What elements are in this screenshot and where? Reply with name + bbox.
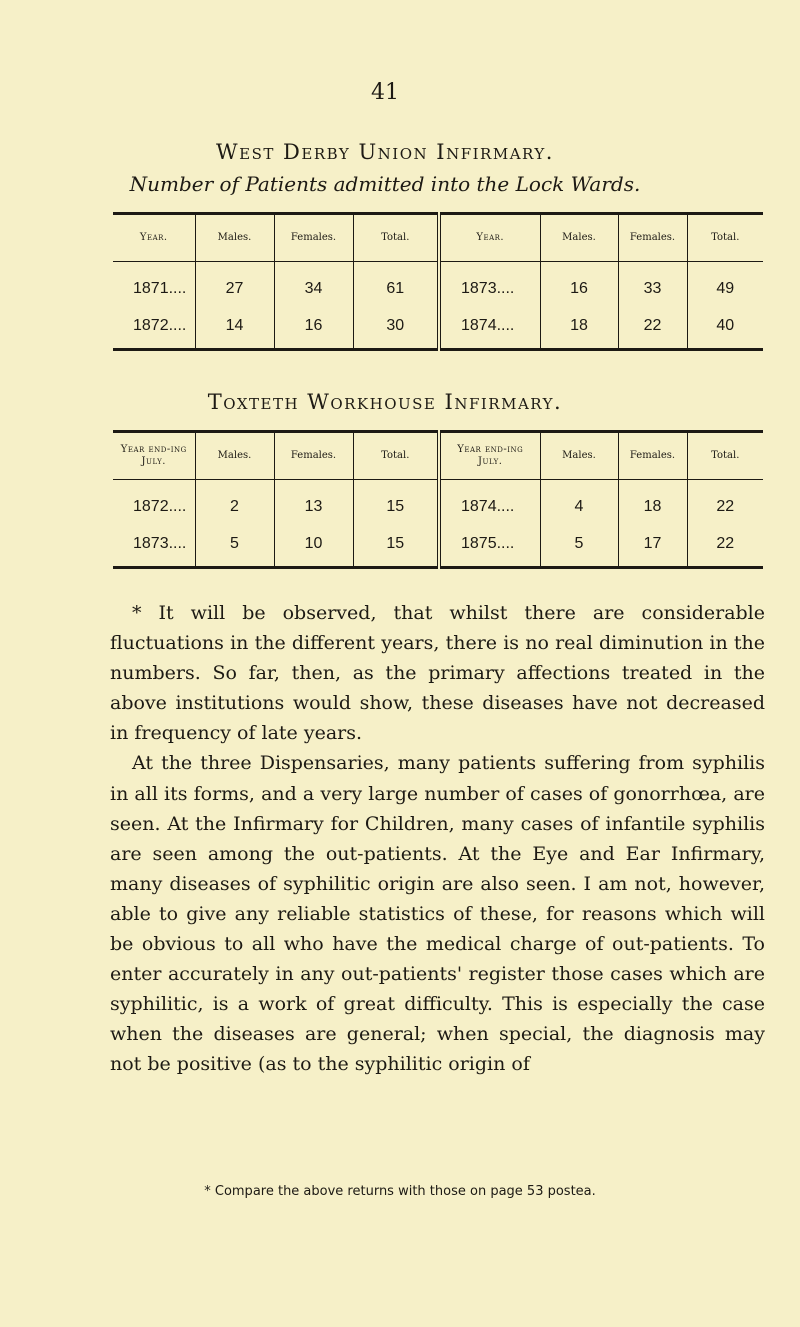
- table-cell: 15: [353, 526, 439, 568]
- column-header: Females.: [618, 214, 687, 262]
- column-header: Year end-ing July.: [439, 432, 540, 480]
- table-cell: 5: [195, 526, 274, 568]
- table-cell: 61: [353, 262, 439, 309]
- table-cell: 10: [274, 526, 353, 568]
- column-header: Total.: [353, 214, 439, 262]
- table-cell: 1872....: [113, 308, 195, 350]
- paragraph: At the three Dispensaries, many patients suffering from syphilis in all its forms, and a very large number of cases of gonorrhœa, are seen. At the Infirmary for Children, many cases of infantile syphilis are seen among the out-patients. At the Eye and Ear Infirmary, many diseases of syphilitic origin are also seen. I am not, however, able to give any reliable statistics of these, for reasons which will be obvious to all who have the medical charge of out-patients. To enter accurately in any out-patients' register those cases which are syphilitic, is a work of great difficulty. This is especially the case when the diseases are general; when special, the diagnosis may not be positive (as to the syphilitic origin of: [110, 752, 765, 1076]
- column-header: Total.: [687, 214, 763, 262]
- table-cell: 18: [540, 308, 618, 350]
- table-row: [113, 480, 763, 527]
- paragraph: * It will be observed, that whilst there are considerable fluctuations in the different years, there is no real diminution in the numbers. So far, then, as the primary affections treated in the above institutions would show, these diseases have not decreased in frequency of late years.: [110, 602, 765, 745]
- column-header: Year end-ing July.: [113, 432, 195, 480]
- column-header: Total.: [687, 432, 763, 480]
- column-header: Males.: [195, 214, 274, 262]
- table-row: [113, 526, 763, 568]
- footnote: * Compare the above returns with those on page 53 postea.: [204, 1184, 596, 1199]
- table-header-row: [113, 432, 763, 480]
- table-cell: 15: [353, 480, 439, 527]
- table-header-row: [113, 214, 763, 262]
- body-text: [110, 598, 765, 1080]
- table-cell: 16: [540, 262, 618, 309]
- table-cell: 27: [195, 262, 274, 309]
- table-row: [113, 262, 763, 309]
- column-header: Males.: [195, 432, 274, 480]
- table-cell: 1874....: [439, 480, 540, 527]
- column-header: Year.: [439, 214, 540, 262]
- column-header: Females.: [618, 432, 687, 480]
- table-row: [113, 308, 763, 350]
- table-cell: 14: [195, 308, 274, 350]
- table-cell: 13: [274, 480, 353, 527]
- table-cell: 1874....: [439, 308, 540, 350]
- table-cell: 49: [716, 280, 735, 297]
- table-cell: 1873....: [439, 262, 540, 309]
- page-number: 41: [371, 80, 399, 105]
- table-cell: 1872....: [113, 480, 195, 527]
- table-cell: 22: [716, 498, 735, 515]
- table1-title: West Derby Union Infirmary.: [216, 140, 554, 164]
- column-header: Males.: [540, 432, 618, 480]
- table-cell: 1871....: [113, 262, 195, 309]
- table-cell: 30: [353, 308, 439, 350]
- west-derby-table: [113, 212, 763, 351]
- column-header: Males.: [540, 214, 618, 262]
- column-header: Year.: [113, 214, 195, 262]
- table-cell: 1873....: [113, 526, 195, 568]
- table-cell: 34: [274, 262, 353, 309]
- toxteth-table: [113, 430, 763, 569]
- table-cell: 16: [274, 308, 353, 350]
- column-header: Females.: [274, 214, 353, 262]
- table-cell: 17: [618, 526, 687, 568]
- table-cell: 33: [618, 262, 687, 309]
- table-cell: 22: [618, 308, 687, 350]
- table-cell: 2: [195, 480, 274, 527]
- table1-subtitle: Number of Patients admitted into the Lock Wards.: [129, 172, 641, 196]
- table-cell: 22: [716, 535, 735, 552]
- column-header: Females.: [274, 432, 353, 480]
- table-cell: 18: [618, 480, 687, 527]
- table2-title: Toxteth Workhouse Infirmary.: [207, 390, 563, 414]
- table-cell: 40: [716, 317, 735, 334]
- table-cell: 5: [540, 526, 618, 568]
- table-cell: 1875....: [439, 526, 540, 568]
- table-cell: 4: [540, 480, 618, 527]
- column-header: Total.: [353, 432, 439, 480]
